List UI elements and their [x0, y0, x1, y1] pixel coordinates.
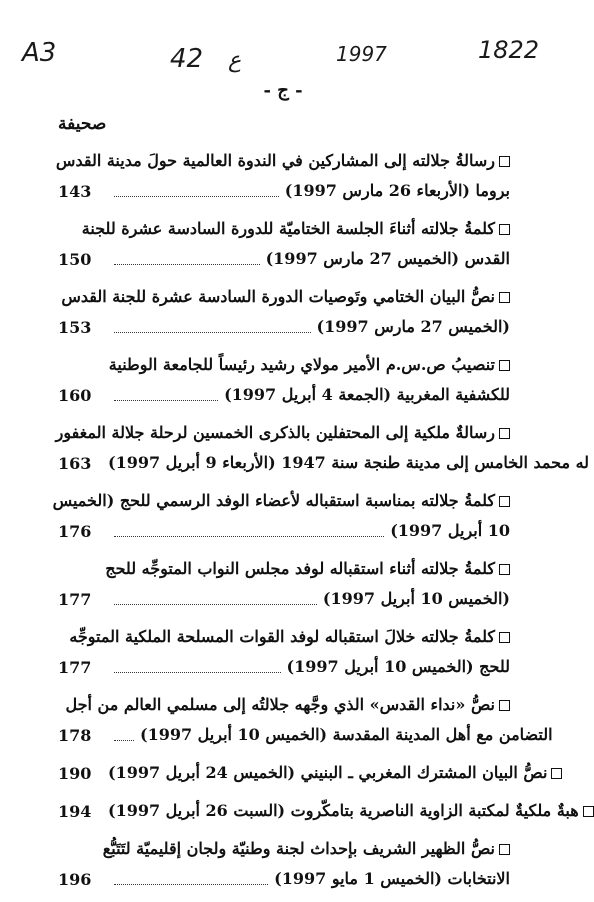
toc-page-number: 150: [58, 249, 92, 269]
checkbox-square-icon: [499, 632, 510, 643]
toc-page-number: 163: [58, 453, 92, 473]
dot-leader: [114, 604, 317, 605]
dot-leader: [114, 332, 311, 333]
toc-page-number: 196: [58, 869, 92, 889]
checkbox-square-icon: [499, 844, 510, 855]
toc-page-number: 160: [58, 385, 92, 405]
checkbox-square-icon: [499, 428, 510, 439]
checkbox-square-icon: [583, 806, 594, 817]
toc-page-number: 143: [58, 181, 92, 201]
toc-entry-line: نصُّ «نداء القدس» الذي وجَّهه جلالتُه إلى مسلمي العالم من أجل: [58, 690, 510, 720]
handwritten-annotation-a3: A3: [22, 38, 57, 68]
toc-entry-line: رسالةٌ ملكية إلى المحتفلين بالذكرى الخمسين لرحلة جلالة المغفور: [58, 418, 510, 448]
toc-entry: [52, 486, 510, 546]
table-of-contents: [52, 146, 590, 902]
toc-entry-line: نصُّ البيان الختامي وتَوصيات الدورة السادسة عشرة للجنة القدس: [58, 282, 510, 312]
dot-leader: [114, 400, 218, 401]
toc-entry-line: كلمةُ جلالته أثناء استقباله لوفد مجلس النواب المتوجِّه للحج: [58, 554, 510, 584]
toc-entry-line: كلمةُ جلالته بمناسبة استقباله لأعضاء الوفد الرسمي للحج (الخميس: [58, 486, 510, 516]
dot-leader: [114, 672, 281, 673]
toc-entry-last-line: 190 نصُّ البيان المشترك المغربي ـ البنيني (الخميس 24 أبريل 1997): [58, 758, 510, 788]
checkbox-square-icon: [551, 768, 562, 779]
toc-entry-line: تنصيبُ ص.س.م الأمير مولاي رشيد رئيساً للجامعة الوطنية: [58, 350, 510, 380]
toc-entry-last-line: 176 10 أبريل 1997): [58, 521, 510, 541]
toc-entry: [58, 214, 510, 274]
toc-entry-last-line: 177 (الخميس 10 أبريل 1997): [58, 589, 510, 609]
toc-page-number: 176: [58, 521, 92, 541]
checkbox-square-icon: [499, 700, 510, 711]
toc-entry: [55, 146, 510, 206]
toc-entry-last-line: 150 القدس (الخميس 27 مارس 1997): [58, 249, 510, 269]
toc-entry-line: كلمةُ جلالته خلالَ استقباله لوفد القوات المسلحة الملكية المتوجِّه: [58, 622, 510, 652]
toc-entry-last-line: 153 (الخميس 27 مارس 1997): [58, 317, 510, 337]
toc-entry-line: كلمةُ جلالته أثناءَ الجلسة الختاميّة للدورة السادسة عشرة للجنة: [58, 214, 510, 244]
toc-entry: [58, 282, 510, 342]
toc-entry-last-line: 163 له محمد الخامس إلى مدينة طنجة سنة 1947 (الأربعاء 9 أبريل 1997): [58, 453, 590, 473]
dot-leader: [114, 884, 268, 885]
handwritten-annotation-letter: ع: [228, 48, 242, 73]
checkbox-square-icon: [499, 360, 510, 371]
toc-page-number: 153: [58, 317, 92, 337]
dot-leader: [114, 196, 279, 197]
toc-entry-last-line: 196 الانتخابات (الخميس 1 مايو 1997): [58, 869, 510, 889]
toc-entry: [58, 796, 579, 826]
handwritten-annotation-number: 1822: [478, 36, 540, 64]
checkbox-square-icon: [499, 156, 510, 167]
toc-entry-last-line: 143 بروما (الأربعاء 26 مارس 1997): [58, 181, 510, 201]
toc-entry-line: نصُّ الظهير الشريف بإحداث لجنة وطنيّة ولجان إقليميّة لتَتَبُّع: [58, 834, 510, 864]
toc-page-number: 190: [58, 763, 92, 783]
toc-entry: [58, 834, 510, 894]
toc-entry: [58, 350, 510, 410]
handwritten-annotation-42: 42: [170, 44, 204, 74]
toc-entry: [58, 554, 510, 614]
toc-entry: [55, 418, 590, 478]
checkbox-square-icon: [499, 564, 510, 575]
toc-page-number: 178: [58, 725, 92, 745]
toc-entry-last-line: 194 هبةٌ ملكيةٌ لمكتبة الزاوية الناصرية بتامكّروت (السبت 26 أبريل 1997): [58, 796, 510, 826]
checkbox-square-icon: [499, 496, 510, 507]
toc-page-number: 177: [58, 657, 92, 677]
toc-page-number: 194: [58, 801, 92, 821]
toc-entry: [58, 690, 553, 750]
dot-leader: [114, 536, 384, 537]
page-column-label: صحيفة: [58, 114, 107, 134]
handwritten-annotation-year: 1997: [336, 42, 387, 66]
toc-entry-last-line: 160 للكشفية المغربية (الجمعة 4 أبريل 1997): [58, 385, 510, 405]
checkbox-square-icon: [499, 224, 510, 235]
dot-leader: [114, 740, 134, 741]
toc-entry-last-line: 178 التضامن مع أهل المدينة المقدسة (الخميس 10 أبريل 1997): [58, 725, 553, 745]
checkbox-square-icon: [499, 292, 510, 303]
toc-entry-line: رسالةُ جلالته إلى المشاركين في الندوة العالمية حولَ مدينة القدس: [58, 146, 510, 176]
toc-entry: [58, 758, 548, 788]
page-letter: - ج -: [263, 80, 303, 101]
dot-leader: [114, 264, 260, 265]
toc-entry-last-line: 177 للحج (الخميس 10 أبريل 1997): [58, 657, 510, 677]
toc-page-number: 177: [58, 589, 92, 609]
toc-entry: [58, 622, 510, 682]
